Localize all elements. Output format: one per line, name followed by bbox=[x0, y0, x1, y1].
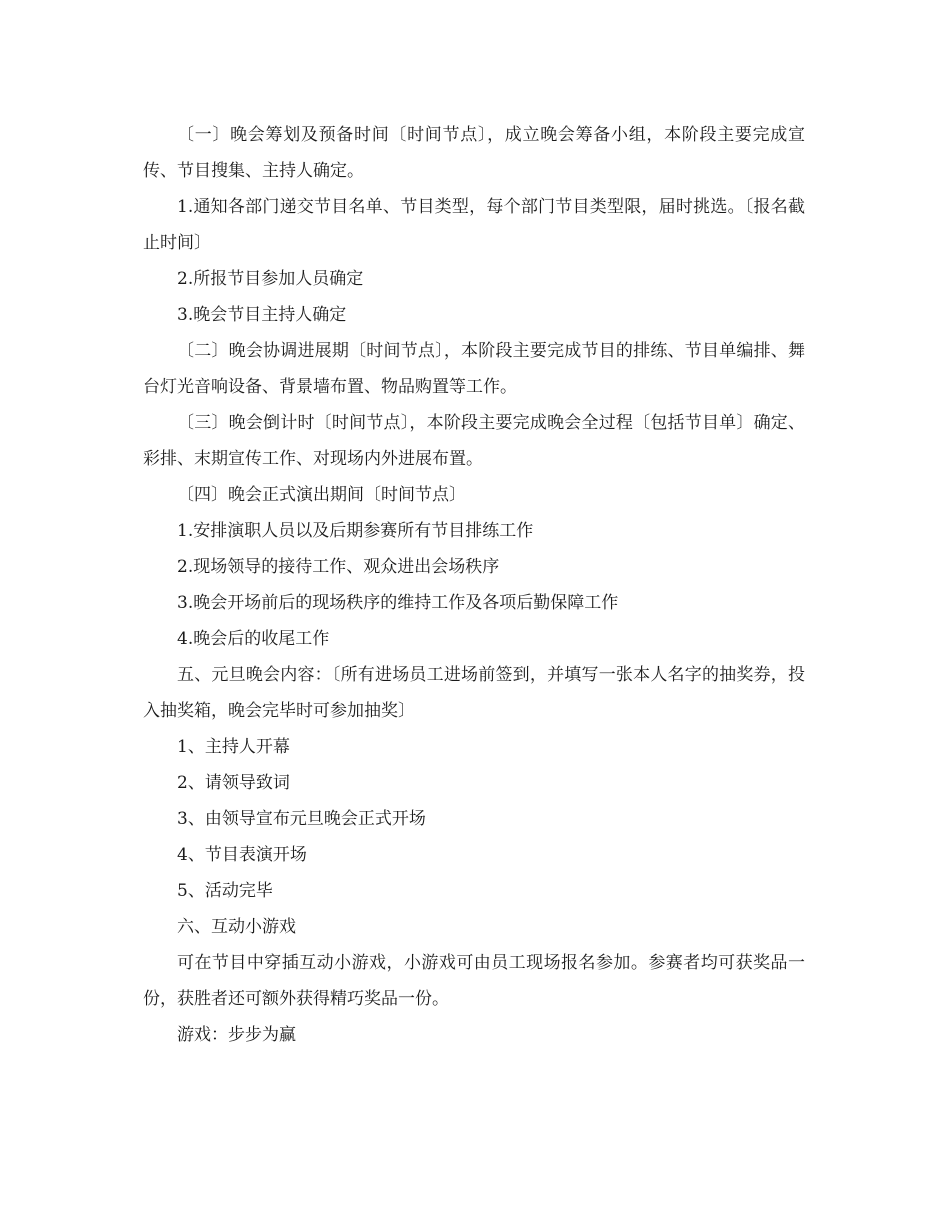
paragraph-program-4: 4、节目表演开场 bbox=[177, 845, 307, 865]
paragraph-section-five: 五、元旦晚会内容：〔所有进场员工进场前签到，并填写一张本人名字的抽奖券，投入抽奖箱，晚会完毕时可参加抽奖〕 bbox=[143, 665, 805, 721]
paragraph-item-4-wrapup: 4.晚会后的收尾工作 bbox=[177, 629, 330, 649]
paragraph-item-3-host: 3.晚会节目主持人确定 bbox=[177, 305, 347, 325]
paragraph-program-3: 3、由领导宣布元旦晚会正式开场 bbox=[177, 809, 426, 829]
paragraph-item-1-arrange: 1.安排演职人员以及后期参赛所有节目排练工作 bbox=[177, 521, 534, 541]
paragraph-game-name: 游戏：步步为赢 bbox=[177, 1025, 296, 1045]
paragraph-program-1: 1、主持人开幕 bbox=[177, 737, 290, 757]
paragraph-item-1-notify: 1.通知各部门递交节目名单、节目类型，每个部门节目类型限，届时挑选。〔报名截止时间〕 bbox=[143, 197, 805, 253]
paragraph-game-description: 可在节目中穿插互动小游戏，小游戏可由员工现场报名参加。参赛者均可获奖品一份，获胜者还可额外获得精巧奖品一份。 bbox=[143, 953, 805, 1009]
paragraph-item-3-order: 3.晚会开场前后的现场秩序的维持工作及各项后勤保障工作 bbox=[177, 593, 619, 613]
paragraph-stage-four: 〔四〕晚会正式演出期间〔时间节点〕 bbox=[177, 485, 466, 505]
paragraph-stage-three: 〔三〕晚会倒计时〔时间节点〕，本阶段主要完成晚会全过程〔包括节目单〕确定、彩排、末期宣传工作、对现场内外进展布置。 bbox=[143, 413, 805, 469]
paragraph-stage-two: 〔二〕晚会协调进展期〔时间节点〕，本阶段主要完成节目的排练、节目单编排、舞台灯光音响设备、背景墙布置、物品购置等工作。 bbox=[143, 341, 805, 397]
paragraph-stage-one: 〔一〕晚会筹划及预备时间〔时间节点〕，成立晚会筹备小组，本阶段主要完成宣传、节目搜集、主持人确定。 bbox=[143, 125, 805, 181]
paragraph-item-2-participants: 2.所报节目参加人员确定 bbox=[177, 269, 364, 289]
paragraph-program-5: 5、活动完毕 bbox=[177, 881, 273, 901]
paragraph-item-2-reception: 2.现场领导的接待工作、观众进出会场秩序 bbox=[177, 557, 500, 577]
paragraph-program-2: 2、请领导致词 bbox=[177, 773, 290, 793]
document-page bbox=[143, 117, 805, 1053]
paragraph-section-six: 六、互动小游戏 bbox=[177, 917, 296, 937]
